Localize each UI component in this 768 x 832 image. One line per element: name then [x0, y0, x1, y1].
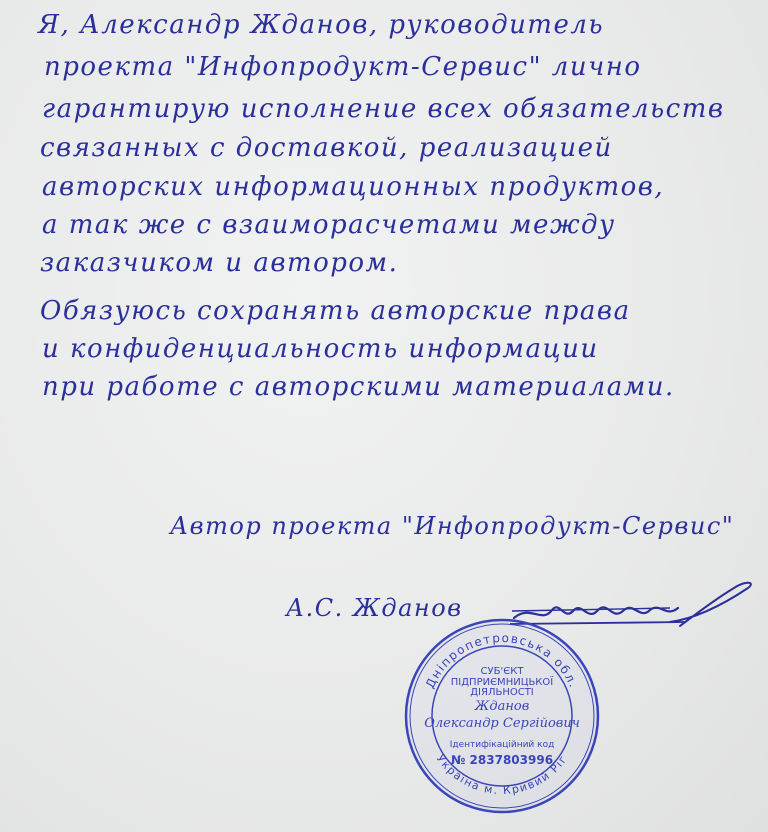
seal-subject-line-1: СУБ'ЄКТ [480, 666, 524, 677]
pledge-line-3: при работе с авторскими материалами. [42, 372, 675, 402]
seal-id-label: Ідентифікаційний код [449, 740, 555, 750]
seal-id-number: № 2837803996 [450, 753, 554, 767]
seal-ring-top: Дніпропетровська обл. [422, 630, 582, 691]
seal-subject-line-2: ПІДПРИЄМНИЦЬКОЇ [450, 676, 554, 688]
seal-surname: Жданов [474, 699, 530, 714]
seal-subject [402, 667, 602, 699]
letter-line-2: проекта "Инфопродукт-Сервис" лично [44, 52, 642, 82]
signature-name: А.С. Жданов [286, 594, 463, 622]
letter-line-6: а так же с взаиморасчетами между [42, 210, 616, 240]
seal-subject-line-3: ДІЯЛЬНОСТІ [470, 687, 534, 698]
official-seal [402, 616, 602, 816]
author-line: Автор проекта "Инфопродукт-Сервис" [170, 512, 735, 540]
letter-line-3: гарантирую исполнение всех обязательств [42, 94, 725, 124]
letter-line-1: Я, Александр Жданов, руководитель [38, 10, 605, 40]
seal-full-name: Олександр Сергійович [424, 716, 580, 731]
pledge-line-2: и конфиденциальность информации [42, 334, 599, 364]
pledge-line-1: Обязуюсь сохранять авторские права [40, 296, 631, 326]
letter-line-7: заказчиком и автором. [40, 248, 399, 278]
seal-ring-bottom: Україна м. Кривий Ріг [433, 752, 571, 798]
letter-line-5: авторских информационных продуктов, [42, 172, 665, 202]
letter-line-4: связанных с доставкой, реализацией [40, 133, 613, 163]
